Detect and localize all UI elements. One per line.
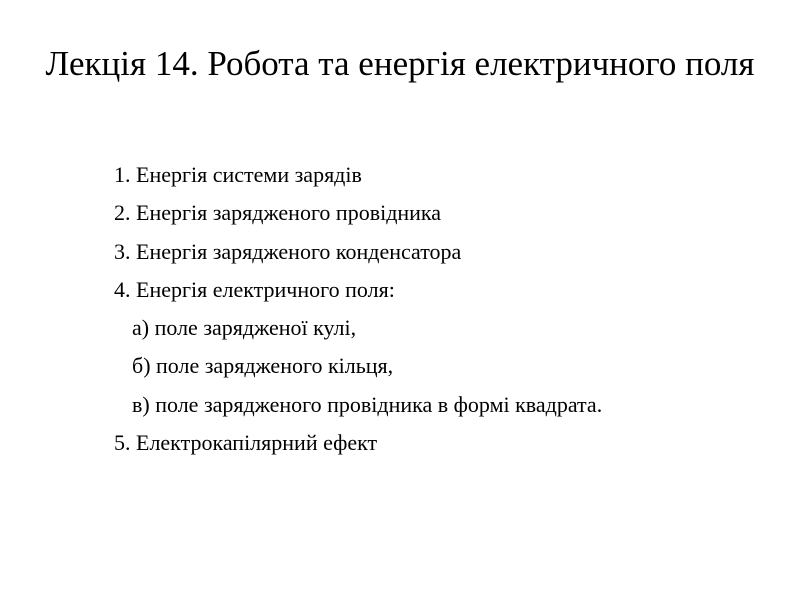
topic-item: 3. Енергія зарядженого конденсатора bbox=[114, 238, 462, 264]
subtopic-item: в) поле зарядженого провідника в формі квадрата. bbox=[132, 391, 603, 417]
topic-item: 2. Енергія зарядженого провідника bbox=[114, 200, 442, 226]
topic-list bbox=[114, 156, 602, 462]
slide-title: Лекція 14. Робота та енергія електричного поля bbox=[45, 44, 755, 83]
subtopic-item: б) поле зарядженого кільця, bbox=[132, 353, 394, 379]
topic-item: 4. Енергія електричного поля: bbox=[114, 276, 395, 302]
topic-item: 1. Енергія системи зарядів bbox=[114, 162, 362, 187]
topic-item: 5. Електрокапілярний ефект bbox=[114, 430, 378, 456]
subtopic-item: а) поле зарядженої кулі, bbox=[132, 315, 357, 341]
